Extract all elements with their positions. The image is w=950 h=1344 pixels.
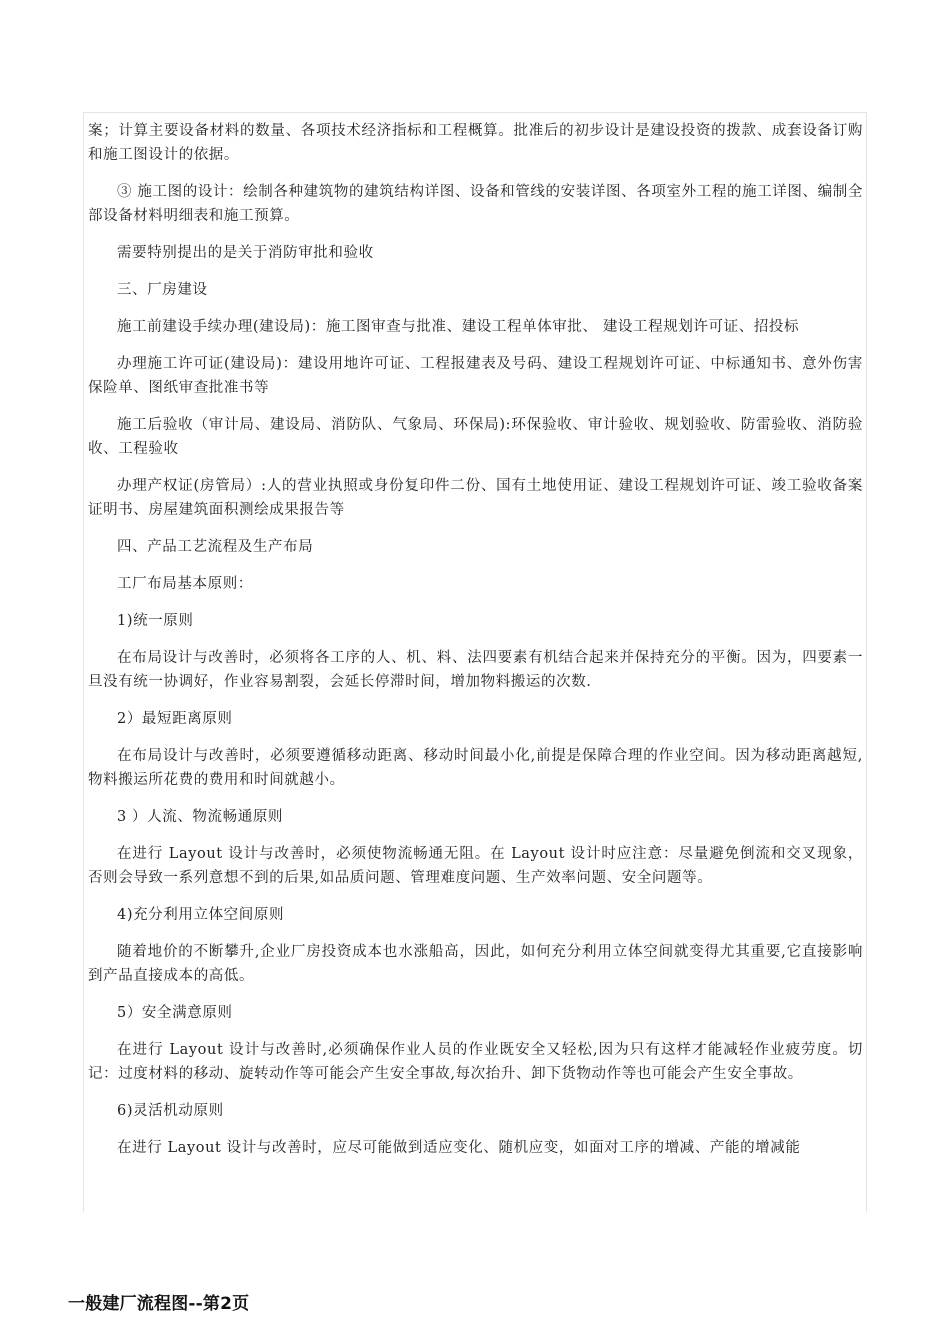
section-heading-plant-construction: 三、厂房建设 <box>117 282 208 298</box>
paragraph-shortest-distance-principle: 在布局设计与改善时，必须要遵循移动距离、移动时间最小化,前提是保障合理的作业空间。因为移动距离越短,物料搬运所花费的费用和时间就越小。 <box>88 748 863 788</box>
paragraph-continuation: 案；计算主要设备材料的数量、各项技术经济指标和工程概算。批准后的初步设计是建设投资的拨款、成套设备订购和施工图设计的依据。 <box>88 123 863 163</box>
section-heading-process-layout: 四、产品工艺流程及生产布局 <box>117 539 314 555</box>
principle-heading-shortest-distance: 2）最短距离原则 <box>117 711 233 727</box>
page-footer-label: 一般建厂流程图--第2页 <box>68 1294 250 1314</box>
paragraph-flexibility-principle: 在进行 Layout 设计与改善时，应尽可能做到适应变化、随机应变，如面对工序的增减、产能的增减能 <box>117 1140 801 1156</box>
principle-heading-smooth-flow: 3 ）人流、物流畅通原则 <box>117 809 284 825</box>
paragraph-construction-permit: 办理施工许可证(建设局)：建设用地许可证、工程报建表及号码、建设工程规划许可证、中标通知书、意外伤害保险单、图纸审查批准书等 <box>88 356 863 396</box>
paragraph-smooth-flow-principle: 在进行 Layout 设计与改善时，必须使物流畅通无阻。在 Layout 设计时应注意：尽量避免倒流和交叉现象，否则会导致一系列意想不到的后果,如品质问题、管理难度问题、生产效率问题、安全问题等。 <box>88 846 863 886</box>
paragraph-fire-approval-note: 需要特别提出的是关于消防审批和验收 <box>117 245 374 261</box>
paragraph-pre-construction-procedures: 施工前建设手续办理(建设局)：施工图审查与批准、建设工程单体审批、 建设工程规划许可证、招投标 <box>117 319 800 335</box>
paragraph-post-construction-acceptance: 施工后验收（审计局、建设局、消防队、气象局、环保局):环保验收、审计验收、规划验收、防雷验收、消防验收、工程验收 <box>88 417 863 457</box>
paragraph-safety-principle: 在进行 Layout 设计与改善时,必须确保作业人员的作业既安全又轻松,因为只有这样才能减轻作业疲劳度。切记：过度材料的移动、旋转动作等可能会产生安全事故,每次抬升、卸下货物动作等也可能会产生安全事故。 <box>88 1042 863 1082</box>
paragraph-layout-principles-intro: 工厂布局基本原则： <box>117 576 253 592</box>
principle-heading-vertical-space: 4)充分利用立体空间原则 <box>117 907 285 923</box>
principle-heading-unity: 1)统一原则 <box>117 613 194 629</box>
document-body <box>83 112 867 1212</box>
paragraph-unity-principle: 在布局设计与改善时，必须将各工序的人、机、料、法四要素有机结合起来并保持充分的平衡。因为，四要素一旦没有统一协调好，作业容易割裂，会延长停滞时间，增加物料搬运的次数. <box>88 650 863 690</box>
principle-heading-safety: 5）安全满意原则 <box>117 1005 233 1021</box>
paragraph-construction-drawing-design: ③ 施工图的设计：绘制各种建筑物的建筑结构详图、设备和管线的安装详图、各项室外工程的施工详图、编制全部设备材料明细表和施工预算。 <box>88 184 863 224</box>
principle-heading-flexibility: 6)灵活机动原则 <box>117 1103 224 1119</box>
paragraph-vertical-space-principle: 随着地价的不断攀升,企业厂房投资成本也水涨船高，因此，如何充分利用立体空间就变得尤其重要,它直接影响到产品直接成本的高低。 <box>88 944 863 984</box>
paragraph-property-certificate: 办理产权证(房管局）:人的营业执照或身份复印件二份、国有土地使用证、建设工程规划许可证、竣工验收备案证明书、房屋建筑面积测绘成果报告等 <box>88 478 863 518</box>
